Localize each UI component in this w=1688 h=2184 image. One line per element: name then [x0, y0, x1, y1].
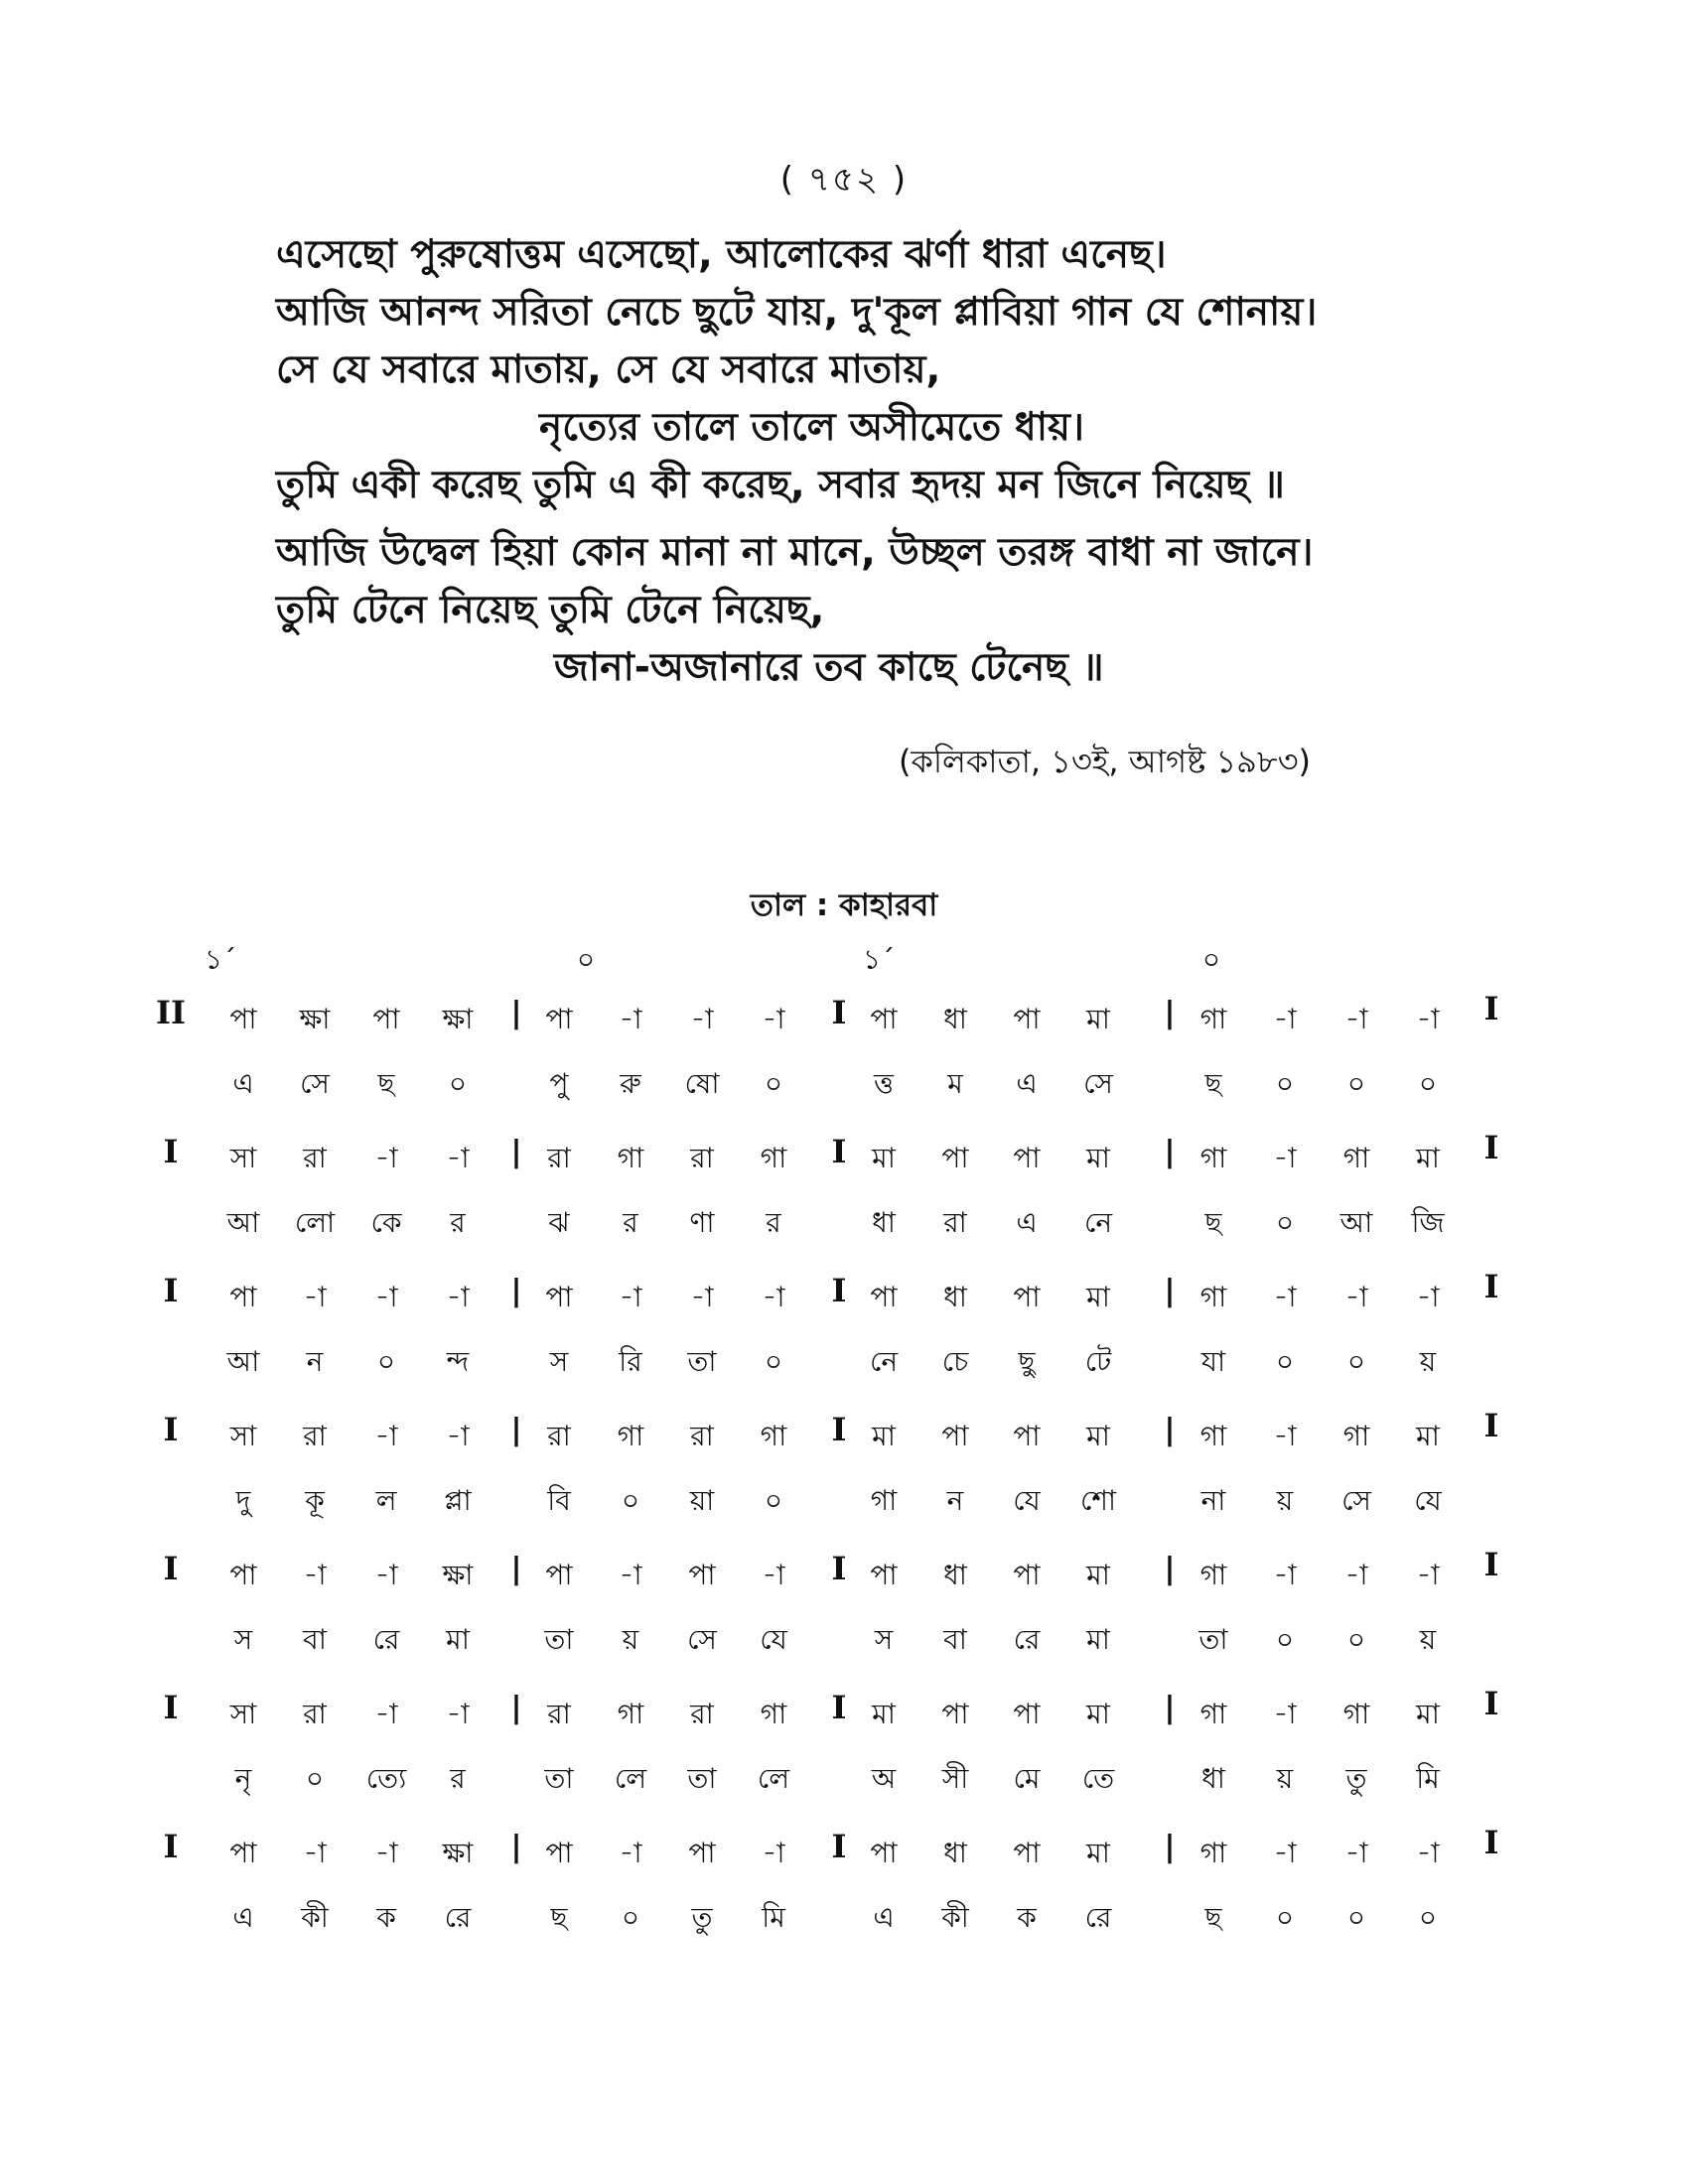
beat-bar: | — [1164, 1552, 1176, 1586]
swara-note: -া — [619, 1837, 642, 1869]
swara-note: মা — [1416, 1142, 1440, 1174]
swara-note: -া — [303, 1837, 327, 1869]
lyric-syllable: আ — [1339, 1206, 1373, 1239]
swara-note: গা — [760, 1142, 787, 1174]
lyric-syllable: ০ — [1418, 1067, 1438, 1100]
swara-note: রা — [303, 1142, 327, 1174]
swara-note: গা — [760, 1420, 787, 1452]
lyric-syllable: এ — [873, 1901, 895, 1934]
swara-note: -া — [762, 1559, 785, 1591]
lyric-syllable: য় — [1419, 1623, 1437, 1656]
swara-note: পা — [229, 1003, 257, 1035]
lyric-syllable: রা — [943, 1206, 967, 1239]
lyric-syllable: তা — [544, 1762, 574, 1795]
swara-note: ধা — [943, 1003, 967, 1035]
beat-bar: | — [510, 1413, 522, 1447]
lyric-syllable: মে — [1013, 1762, 1041, 1795]
lyric-syllable: ০ — [621, 1901, 640, 1934]
swara-note: মা — [1416, 1420, 1440, 1452]
lyric-syllable: নে — [869, 1345, 899, 1378]
swara-note: -া — [690, 1281, 714, 1313]
lyric-syllable: য় — [622, 1623, 639, 1656]
lyric-syllable: তা — [687, 1345, 717, 1378]
lyric-syllable: র — [450, 1762, 466, 1795]
lyric-syllable: কী — [941, 1901, 969, 1934]
swara-note: গা — [1199, 1837, 1227, 1869]
lyric-syllable: এ — [232, 1067, 254, 1100]
beat-mark: ০ — [576, 943, 596, 976]
swara-note: মা — [872, 1420, 896, 1452]
swara-note: ধা — [943, 1837, 967, 1869]
swara-note: পা — [1013, 1420, 1041, 1452]
beat-bar: | — [1164, 996, 1176, 1030]
swara-note: -া — [1273, 1698, 1297, 1730]
start-bar: I — [163, 1689, 179, 1726]
lyric-syllable: ধা — [872, 1206, 896, 1239]
beat-bar: | — [1164, 1830, 1176, 1864]
lyric-syllable: ত্যে — [365, 1762, 407, 1795]
lyric-syllable: ০ — [1346, 1345, 1366, 1378]
lyric-syllable: র — [766, 1206, 781, 1239]
swara-note: রা — [690, 1142, 714, 1174]
beat-bar: | — [510, 1135, 522, 1169]
swara-note: ক্ষা — [442, 1003, 474, 1035]
lyric-line: এসেছো পুরুষোত্তম এসেছো, আলোকের ঝর্ণা ধারা এনেছ। — [276, 232, 1167, 277]
lyric-syllable: ০ — [764, 1484, 783, 1517]
swara-note: রা — [547, 1698, 571, 1730]
lyric-syllable: রে — [444, 1901, 472, 1934]
lyric-syllable: বা — [943, 1623, 967, 1656]
swara-note: পা — [1013, 1698, 1041, 1730]
end-bar: I — [1483, 1268, 1499, 1305]
lyric-syllable: এ — [1016, 1067, 1038, 1100]
lyric-syllable: ছ — [1204, 1206, 1222, 1239]
swara-note: -া — [1344, 1281, 1368, 1313]
lyric-syllable: স — [549, 1345, 569, 1378]
lyric-syllable: রে — [372, 1623, 400, 1656]
lyric-line: নৃত্যের তালে তালে অসীমেতে ধায়। — [539, 405, 1084, 450]
swara-note: -া — [374, 1559, 398, 1591]
lyric-line: সে যে সবারে মাতায়, সে যে সবারে মাতায়, — [276, 347, 941, 392]
swara-note: -া — [762, 1281, 785, 1313]
lyric-syllable: তু — [691, 1901, 713, 1934]
swara-note: -া — [1344, 1559, 1368, 1591]
swara-note: গা — [1199, 1003, 1227, 1035]
swara-note: -া — [1344, 1003, 1368, 1035]
swara-note: গা — [617, 1420, 644, 1452]
swara-note: পা — [545, 1559, 573, 1591]
start-bar: I — [163, 1411, 179, 1448]
lyric-syllable: ০ — [764, 1067, 783, 1100]
lyric-syllable: ০ — [764, 1345, 783, 1378]
swara-note: মা — [872, 1698, 896, 1730]
lyric-syllable: কী — [301, 1901, 329, 1934]
beat-bar: | — [510, 1552, 522, 1586]
lyric-syllable: সে — [1083, 1067, 1113, 1100]
lyric-syllable: য়া — [689, 1484, 715, 1517]
lyric-syllable: ক — [376, 1901, 396, 1934]
end-bar: I — [1483, 1407, 1499, 1444]
swara-note: পা — [870, 1559, 898, 1591]
swara-note: -া — [374, 1698, 398, 1730]
lyric-syllable: সে — [1341, 1484, 1371, 1517]
lyric-syllable: জি — [1411, 1206, 1445, 1239]
swara-note: গা — [1199, 1281, 1227, 1313]
lyric-syllable: র — [450, 1206, 466, 1239]
lyric-syllable: মি — [1416, 1762, 1440, 1795]
beat-bar: | — [510, 1691, 522, 1725]
swara-note: মা — [1086, 1142, 1110, 1174]
swara-note: গা — [1342, 1142, 1370, 1174]
lyric-syllable: অ — [871, 1762, 897, 1795]
lyric-syllable: মা — [1086, 1623, 1110, 1656]
swara-note: পা — [229, 1281, 257, 1313]
lyric-syllable: ম — [947, 1067, 963, 1100]
lyric-syllable: ক — [1017, 1901, 1037, 1934]
swara-note: সা — [229, 1698, 257, 1730]
swara-note: মা — [1086, 1281, 1110, 1313]
swara-note: পা — [870, 1281, 898, 1313]
beat-bar: | — [1164, 1135, 1176, 1169]
swara-note: রা — [547, 1420, 571, 1452]
swara-note: পা — [941, 1420, 969, 1452]
swara-note: -া — [374, 1142, 398, 1174]
swara-note: -া — [374, 1837, 398, 1869]
beat-mark: ১´ — [862, 943, 896, 976]
lyric-syllable: ০ — [1346, 1623, 1366, 1656]
lyric-syllable: য় — [1276, 1762, 1294, 1795]
swara-note: গা — [1199, 1559, 1227, 1591]
swara-note: ক্ষা — [442, 1837, 474, 1869]
lyric-syllable: ল — [375, 1484, 397, 1517]
swara-note: পা — [1013, 1559, 1041, 1591]
lyric-syllable: স — [874, 1623, 894, 1656]
swara-note: পা — [870, 1837, 898, 1869]
taal-heading: তাল : কাহারবা — [750, 887, 938, 923]
beat-bar: | — [1164, 1691, 1176, 1725]
lyric-line: তুমি একী করেছ তুমি এ কী করেছ, সবার হৃদয় মন জিনে নিয়েছ ॥ — [276, 463, 1285, 507]
lyric-syllable: ০ — [1275, 1901, 1295, 1934]
swara-note: -া — [619, 1003, 642, 1035]
lyric-syllable: তা — [1198, 1623, 1228, 1656]
section-bar: I — [831, 1411, 847, 1448]
beat-bar: | — [1164, 1274, 1176, 1308]
lyric-syllable: পু — [549, 1067, 569, 1100]
start-bar: I — [163, 1828, 179, 1865]
swara-note: মা — [872, 1142, 896, 1174]
lyric-syllable: বি — [547, 1484, 571, 1517]
swara-note: পা — [545, 1003, 573, 1035]
lyric-syllable: মি — [762, 1901, 785, 1934]
lyric-syllable: ০ — [621, 1484, 640, 1517]
swara-note: পা — [941, 1142, 969, 1174]
lyric-syllable: ০ — [1346, 1901, 1366, 1934]
lyric-syllable: ০ — [1275, 1206, 1295, 1239]
swara-note: -া — [1273, 1281, 1297, 1313]
swara-note: পা — [1013, 1281, 1041, 1313]
lyric-syllable: সে — [300, 1067, 330, 1100]
start-bar: I — [163, 1133, 179, 1170]
start-bar: I — [163, 1272, 179, 1309]
section-bar: I — [831, 994, 847, 1031]
swara-note: পা — [1013, 1837, 1041, 1869]
lyric-syllable: ০ — [1275, 1623, 1295, 1656]
swara-note: গা — [1199, 1420, 1227, 1452]
lyric-line: জানা-অজানারে তব কাছে টেনেছ ॥ — [554, 645, 1104, 690]
lyric-syllable: ণা — [689, 1206, 715, 1239]
lyric-syllable: ছ — [550, 1901, 568, 1934]
start-bar: I — [163, 1550, 179, 1587]
swara-note: গা — [760, 1698, 787, 1730]
end-bar: I — [1483, 990, 1499, 1027]
lyric-syllable: ঝ — [548, 1206, 570, 1239]
swara-note: -া — [619, 1559, 642, 1591]
swara-note: -া — [1416, 1281, 1440, 1313]
swara-note: গা — [1199, 1698, 1227, 1730]
lyric-syllable: ত্ত — [873, 1067, 895, 1100]
swara-note: -া — [1273, 1003, 1297, 1035]
swara-note: মা — [1086, 1837, 1110, 1869]
swara-note: গা — [617, 1698, 644, 1730]
swara-note: গা — [1342, 1698, 1370, 1730]
swara-note: -া — [1273, 1420, 1297, 1452]
end-bar: I — [1483, 1685, 1499, 1722]
lyric-syllable: ০ — [1275, 1067, 1295, 1100]
swara-note: মা — [1086, 1003, 1110, 1035]
lyric-syllable: যে — [1013, 1484, 1041, 1517]
swara-note: পা — [1013, 1003, 1041, 1035]
swara-note: রা — [303, 1420, 327, 1452]
section-bar: I — [831, 1550, 847, 1587]
swara-note: পা — [372, 1003, 400, 1035]
beat-mark: ১´ — [204, 943, 237, 976]
swara-note: রা — [690, 1420, 714, 1452]
swara-note: -া — [1416, 1003, 1440, 1035]
lyric-syllable: সে — [687, 1623, 717, 1656]
lyric-syllable: এ — [1016, 1206, 1038, 1239]
lyric-syllable: লে — [614, 1762, 647, 1795]
lyric-syllable: ছ — [1204, 1901, 1222, 1934]
lyric-line: আজি উদ্বেল হিয়া কোন মানা না মানে, উচ্ছল তরঙ্গ বাধা না জানে। — [276, 530, 1314, 575]
lyric-syllable: মা — [446, 1623, 470, 1656]
lyric-syllable: এ — [232, 1901, 254, 1934]
lyric-line: আজি আনন্দ সরিতা নেচে ছুটে যায়, দু'কূল প্লাবিয়া গান যে শোনায়। — [276, 290, 1318, 335]
swara-note: -া — [762, 1003, 785, 1035]
lyric-syllable: ০ — [305, 1762, 325, 1795]
lyric-syllable: ০ — [1418, 1901, 1438, 1934]
swara-note: -া — [1273, 1142, 1297, 1174]
place-date: (কলিকাতা, ১৩ই, আগষ্ট ১৯৮৩) — [899, 743, 1311, 780]
lyric-syllable: য় — [1419, 1345, 1437, 1378]
beat-bar: | — [510, 1830, 522, 1864]
start-bar: II — [156, 994, 186, 1031]
lyric-syllable: তা — [687, 1762, 717, 1795]
swara-note: -া — [1416, 1559, 1440, 1591]
swara-note: -া — [374, 1420, 398, 1452]
lyric-syllable: যে — [1414, 1484, 1442, 1517]
lyric-syllable: যা — [1200, 1345, 1226, 1378]
swara-note: মা — [1086, 1420, 1110, 1452]
lyric-syllable: রি — [619, 1345, 642, 1378]
swara-note: -া — [446, 1142, 470, 1174]
lyric-syllable: যে — [760, 1623, 787, 1656]
swara-note: ক্ষা — [299, 1003, 331, 1035]
swara-note: -া — [619, 1281, 642, 1313]
swara-note: রা — [690, 1698, 714, 1730]
lyric-syllable: দু — [235, 1484, 251, 1517]
lyric-syllable: আ — [226, 1206, 260, 1239]
lyric-syllable: য় — [1276, 1484, 1294, 1517]
swara-note: রা — [547, 1142, 571, 1174]
lyric-syllable: তে — [1081, 1762, 1115, 1795]
swara-note: -া — [303, 1281, 327, 1313]
end-bar: I — [1483, 1129, 1499, 1166]
lyric-syllable: স — [233, 1623, 253, 1656]
swara-note: -া — [1273, 1559, 1297, 1591]
swara-note: রা — [303, 1698, 327, 1730]
swara-note: মা — [1086, 1559, 1110, 1591]
section-bar: I — [831, 1689, 847, 1726]
lyric-syllable: তা — [544, 1623, 574, 1656]
swara-note: ক্ষা — [442, 1559, 474, 1591]
swara-note: পা — [941, 1698, 969, 1730]
lyric-syllable: ০ — [1275, 1345, 1295, 1378]
beat-bar: | — [1164, 1413, 1176, 1447]
swara-note: পা — [545, 1281, 573, 1313]
lyric-syllable: তু — [1345, 1762, 1367, 1795]
lyric-syllable: ন — [946, 1484, 964, 1517]
page-number: ( ৭৫২ ) — [779, 160, 909, 200]
swara-note: মা — [1086, 1698, 1110, 1730]
lyric-syllable: ছ — [377, 1067, 395, 1100]
beat-bar: | — [510, 996, 522, 1030]
swara-note: -া — [1273, 1837, 1297, 1869]
lyric-syllable: কূ — [305, 1484, 325, 1517]
lyric-syllable: বা — [303, 1623, 327, 1656]
lyric-syllable: লো — [294, 1206, 336, 1239]
swara-note: পা — [870, 1003, 898, 1035]
lyric-line: তুমি টেনে নিয়েছ তুমি টেনে নিয়েছ, — [276, 588, 825, 632]
lyric-syllable: লে — [757, 1762, 790, 1795]
lyric-syllable: ধা — [1201, 1762, 1225, 1795]
end-bar: I — [1483, 1546, 1499, 1583]
lyric-syllable: রে — [1013, 1623, 1041, 1656]
lyric-syllable: ন্দ — [446, 1345, 470, 1378]
swara-note: পা — [229, 1837, 257, 1869]
lyric-syllable: ০ — [376, 1345, 396, 1378]
swara-note: গা — [617, 1142, 644, 1174]
lyric-syllable: আ — [226, 1345, 260, 1378]
lyric-syllable: কে — [370, 1206, 402, 1239]
lyric-syllable: ০ — [1346, 1067, 1366, 1100]
section-bar: I — [831, 1272, 847, 1309]
lyric-syllable: গা — [870, 1484, 898, 1517]
swara-note: -া — [1344, 1837, 1368, 1869]
swara-note: পা — [688, 1559, 716, 1591]
section-bar: I — [831, 1828, 847, 1865]
swara-note: সা — [229, 1142, 257, 1174]
swara-note: -া — [446, 1698, 470, 1730]
lyric-syllable: নৃ — [234, 1762, 252, 1795]
swara-note: পা — [545, 1837, 573, 1869]
swara-note: -া — [303, 1559, 327, 1591]
swara-note: ধা — [943, 1559, 967, 1591]
lyric-syllable: না — [1200, 1484, 1226, 1517]
lyric-syllable: রু — [620, 1067, 641, 1100]
swara-note: পা — [1013, 1142, 1041, 1174]
lyric-syllable: র — [623, 1206, 638, 1239]
lyric-syllable: রে — [1084, 1901, 1112, 1934]
swara-note: গা — [1342, 1420, 1370, 1452]
lyric-syllable: ছ — [1204, 1067, 1222, 1100]
lyric-syllable: প্লা — [444, 1484, 472, 1517]
end-bar: I — [1483, 1824, 1499, 1861]
swara-note: -া — [1416, 1837, 1440, 1869]
swara-note: -া — [690, 1003, 714, 1035]
lyric-syllable: ছু — [1018, 1345, 1036, 1378]
lyric-syllable: শো — [1079, 1484, 1117, 1517]
lyric-syllable: ০ — [448, 1067, 468, 1100]
swara-note: সা — [229, 1420, 257, 1452]
swara-note: -া — [374, 1281, 398, 1313]
swara-note: মা — [1416, 1698, 1440, 1730]
swara-note: পা — [688, 1837, 716, 1869]
beat-mark: ০ — [1201, 943, 1221, 976]
swara-note: ধা — [943, 1281, 967, 1313]
lyric-syllable: টে — [1084, 1345, 1112, 1378]
swara-note: -া — [446, 1281, 470, 1313]
section-bar: I — [831, 1133, 847, 1170]
lyric-syllable: ষো — [684, 1067, 720, 1100]
beat-bar: | — [510, 1274, 522, 1308]
lyric-syllable: ন — [306, 1345, 324, 1378]
swara-note: -া — [446, 1420, 470, 1452]
swara-note: -া — [762, 1837, 785, 1869]
lyric-syllable: নে — [1083, 1206, 1113, 1239]
lyric-syllable: সী — [941, 1762, 969, 1795]
lyric-syllable: চে — [941, 1345, 969, 1378]
swara-note: গা — [1199, 1142, 1227, 1174]
swara-note: পা — [229, 1559, 257, 1591]
